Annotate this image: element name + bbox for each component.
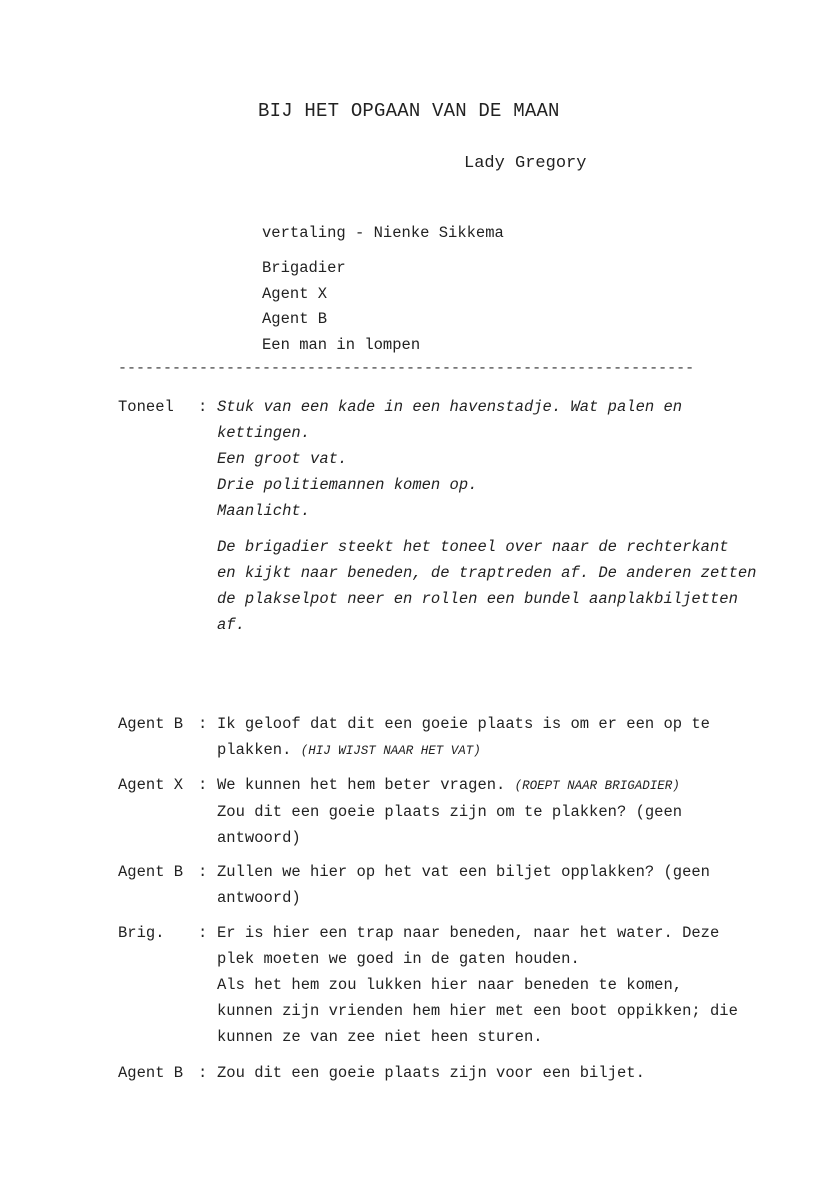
speaker-label: Brig. [118, 924, 165, 942]
speaker-label: Agent B [118, 1064, 184, 1082]
dialogue-text: Zou dit een goeie plaats zijn voor een biljet. [217, 1064, 645, 1082]
colon: : [198, 776, 208, 794]
translation-credit: vertaling - Nienke Sikkema [262, 224, 504, 242]
speaker-label: Agent B [118, 863, 184, 881]
colon: : [198, 1064, 208, 1082]
cast-item: Agent B [262, 310, 328, 328]
dialogue-text: Ik geloof dat dit een goeie plaats is om er een op te plakken. (HIJ WIJST NAAR HET VAT) [217, 715, 710, 759]
stage-direction-paragraph: De brigadier steekt het toneel over naar de rechterkant en kijkt naar beneden, de traptreden af. De anderen zetten de plakselpot neer en rollen een bundel aanplakbiljetten af. [217, 538, 757, 634]
speaker-label: Agent X [118, 776, 184, 794]
separator-line: ---------------------------------------------------------------- [118, 360, 695, 377]
inline-stage-direction: (ROEPT NAAR BRIGADIER) [514, 779, 680, 793]
dialogue-text: We kunnen het hem beter vragen. (ROEPT NAAR BRIGADIER) Zou dit een goeie plaats zijn om te plakken? (geen antwoord) [217, 776, 683, 847]
colon: : [198, 715, 208, 733]
play-title: BIJ HET OPGAAN VAN DE MAAN [258, 100, 560, 122]
cast-item: Agent X [262, 285, 328, 303]
cast-item: Een man in lompen [262, 336, 421, 354]
cast-item: Brigadier [262, 259, 346, 277]
colon: : [198, 398, 208, 416]
stage-direction: Stuk van een kade in een havenstadje. Wat palen en kettingen. Een groot vat. Drie politiemannen komen op. Maanlicht. [217, 398, 683, 520]
speaker-label: Toneel [118, 398, 174, 416]
dialogue-text: Zullen we hier op het vat een biljet opplakken? (geen antwoord) [217, 863, 710, 907]
colon: : [198, 863, 208, 881]
inline-stage-direction: (HIJ WIJST NAAR HET VAT) [300, 744, 481, 758]
speaker-label: Agent B [118, 715, 184, 733]
author: Lady Gregory [464, 154, 587, 173]
dialogue-text: Er is hier een trap naar beneden, naar het water. Deze plek moeten we goed in de gaten houden. Als het hem zou lukken hier naar beneden te komen, kunnen zijn vrienden hem hier met een boot oppikken; die kunnen ze van zee niet heen sturen. [217, 924, 738, 1046]
colon: : [198, 924, 208, 942]
